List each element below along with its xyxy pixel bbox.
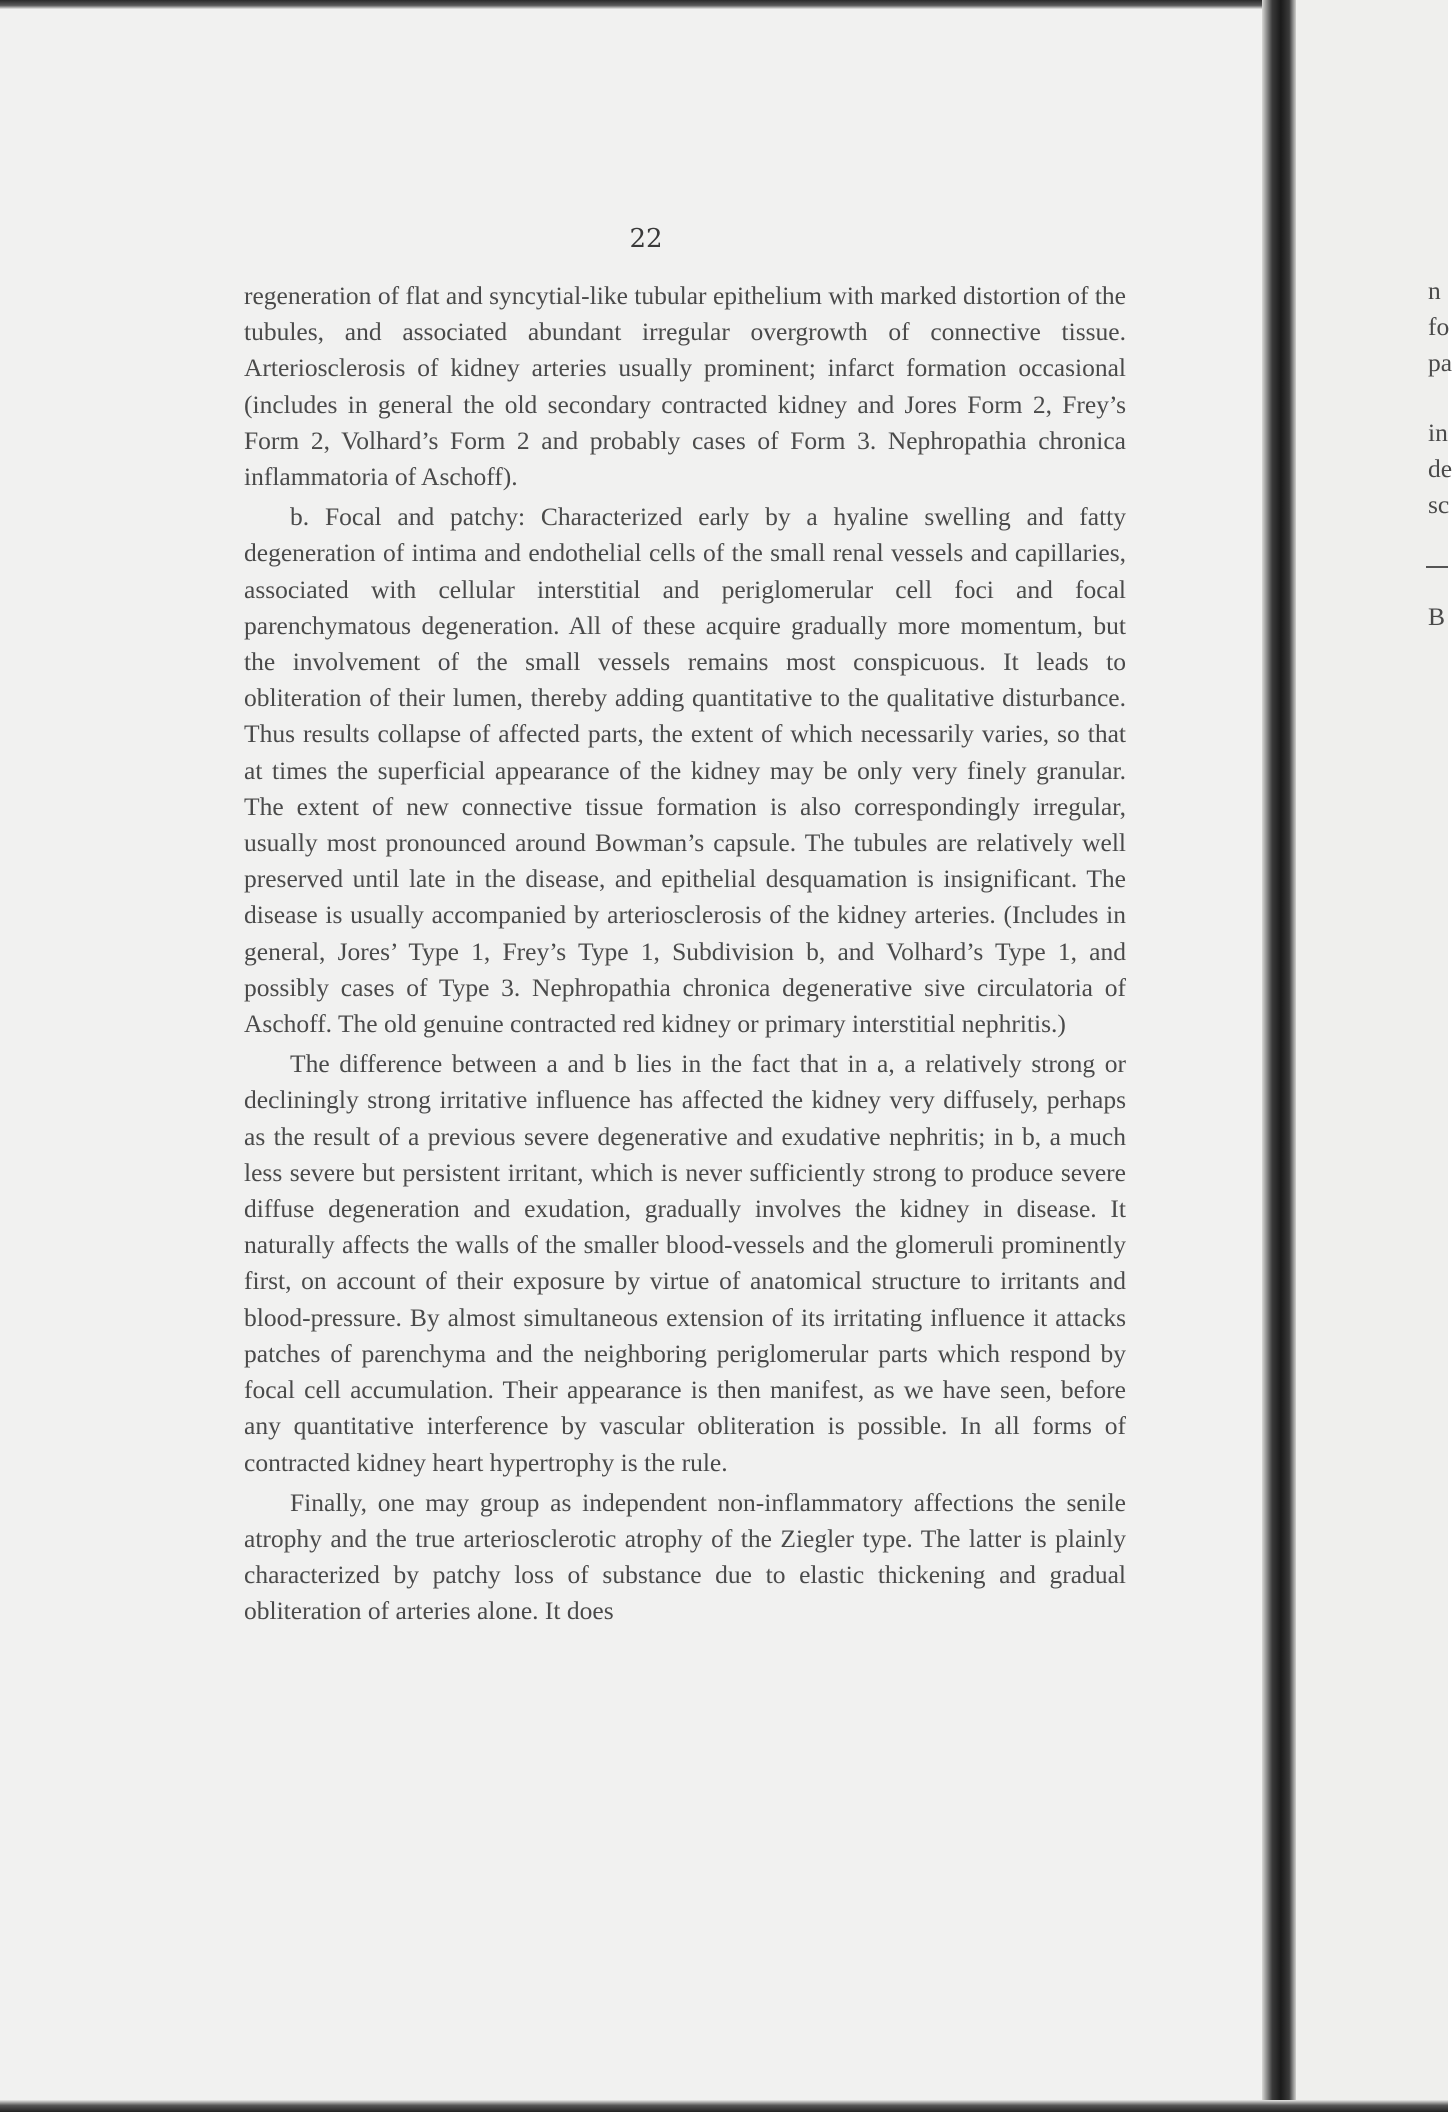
facing-fragment: fo <box>1428 312 1450 341</box>
bottom-scan-edge <box>0 2100 1448 2112</box>
facing-rule <box>1426 566 1448 568</box>
facing-fragment: de <box>1428 454 1452 483</box>
paragraph-continuation: regeneration of flat and syncytial-like tubular epithelium with marked distortion of the tubules, and associated abundant irregular overgrowth of connective tissue. Arteriosclerosis of kidney arteries usually prominent; infarct formation occasional (includes in general the old secondary contracted kidney and Jores Form 2, Frey’s Form 2, Volhard’s Form 2 and probably cases of Form 3. Nephropathia chronica inflammatoria of Aschoff). <box>244 281 1126 492</box>
facing-fragment: B <box>1428 602 1446 631</box>
facing-fragment: n <box>1428 276 1441 305</box>
facing-fragment: sc <box>1428 490 1450 519</box>
book-gutter <box>1262 0 1296 2112</box>
body-text <box>244 278 1126 1630</box>
page-number: 22 <box>629 224 663 254</box>
paragraph-finally: Finally, one may group as independent non-inflammatory affections the senile atrophy and the true arteriosclerotic atrophy of the Ziegler type. The latter is plainly characterized by patchy loss of substance due to elastic thickening and gradual obliteration of arteries alone. It does <box>244 1487 1126 1626</box>
facing-fragment: pa <box>1428 348 1452 377</box>
facing-fragment: in <box>1428 418 1448 447</box>
top-scan-edge <box>0 0 1448 9</box>
paragraph-difference: The difference between a and b lies in the fact that in a, a relatively strong or decliningly strong irritative influence has affected the kidney very diffusely, perhaps as the result of a previous severe degenerative and exudative nephritis; in b, a much less severe but persistent irritant, which is never sufficiently strong to produce severe diffuse degeneration and exudation, gradually involves the kidney in disease. It naturally affects the walls of the smaller blood-vessels and the glomeruli prominently first, on account of their exposure by virtue of anatomical structure to irritants and blood-pressure. By almost simultaneous extension of its irritating influence it attacks patches of parenchyma and the neighboring periglomerular parts which respond by focal cell accumulation. Their appearance is then manifest, as we have seen, before any quantitative interference by vascular obliteration is possible. In all forms of contracted kidney heart hypertrophy is the rule. <box>244 1049 1126 1477</box>
paragraph-focal-patchy: b. Focal and patchy: Characterized early by a hyaline swelling and fatty degeneration of intima and endothelial cells of the small renal vessels and capillaries, associated with cellular interstitial and periglomerular cell foci and focal parenchymatous degeneration. All of these acquire gradually more momentum, but the involvement of the small vessels remains most conspicuous. It leads to obliteration of their lumen, thereby adding quantitative to the qualitative disturbance. Thus results collapse of affected parts, the extent of which necessarily varies, so that at times the superficial appearance of the kidney may be only very finely granular. The extent of new connective tissue formation is also correspondingly irregular, usually most pronounced around Bowman’s capsule. The tubules are relatively well preserved until late in the disease, and epithelial desquamation is insignificant. The disease is usually accompanied by arteriosclerosis of the kidney arteries. (Includes in general, Jores’ Type 1, Frey’s Type 1, Subdivision b, and Volhard’s Type 1, and possibly cases of Type 3. Nephropathia chronica degenerative sive circulatoria of Aschoff. The old genuine contracted red kidney or primary interstitial nephritis.) <box>244 502 1126 1039</box>
facing-page <box>1296 0 1448 2112</box>
